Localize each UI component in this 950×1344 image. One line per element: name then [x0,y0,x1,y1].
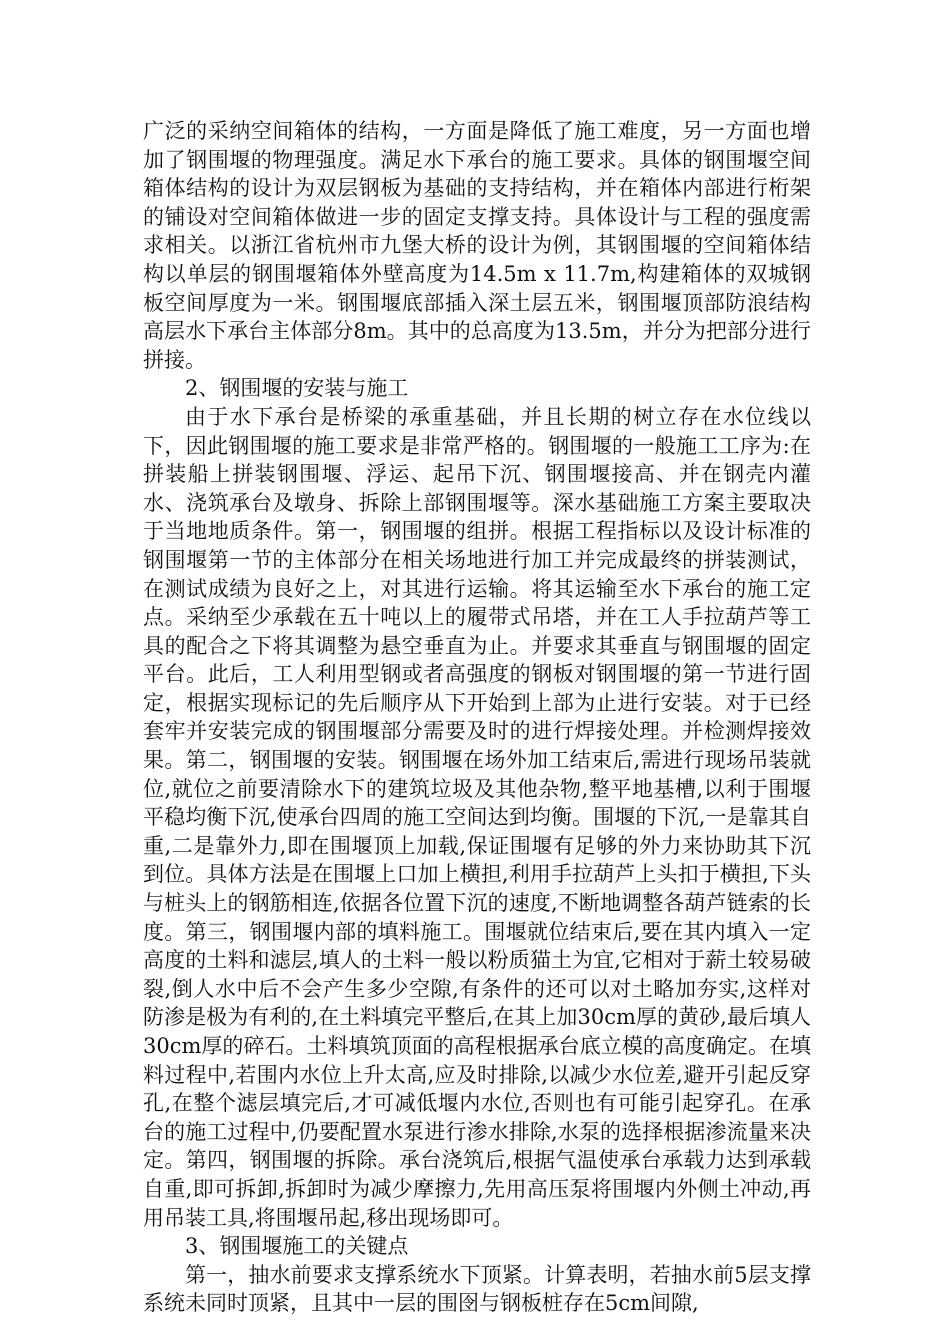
paragraph-body: 第一，抽水前要求支撑系统水下顶紧。计算表明，若抽水前5层支撑系统未同时顶紧，且其中一层的围囹与钢板桩存在5cm间隙, [143,1262,811,1316]
document-body [143,117,811,1318]
paragraph-body: 由于水下承台是桥梁的承重基础，并且长期的树立存在水位线以下，因此钢围堰的施工要求是非常严格的。钢围堰的一般施工工序为:在拼装船上拼装钢围堰、浮运、起吊下沉、钢围堰接高、并在钢壳内灌水、浇筑承台及墩身、拆除上部钢围堰等。深水基础施工方案主要取决于当地地质条件。第一，钢围堰的组拼。根据工程指标以及设计标准的钢围堰第一节的主体部分在相关场地进行加工并完成最终的拼装测试，在测试成绩为良好之上，对其进行运输。将其运输至水下承台的施工定点。采纳至少承载在五十吨以上的履带式吊塔，并在工人手拉葫芦等工具的配合之下将其调整为悬空垂直为止。并要求其垂直与钢围堰的固定平台。此后，工人利用型钢或者高强度的钢板对钢围堰的第一节进行固定，根据实现标记的先后顺序从下开始到上部为止进行安装。对于已经套牢并安装完成的钢围堰部分需要及时的进行焊接处理。并检测焊接效果。第二，钢围堰的安装。钢围堰在场外加工结束后,需进行现场吊装就位,就位之前要清除水下的建筑垃圾及其他杂物,整平地基槽,以利于围堰平稳均衡下沉,使承台四周的施工空间达到均衡。围堰的下沉,一是靠其自重,二是靠外力,即在围堰顶上加载,保证围堰有足够的外力来协助其下沉到位。具体方法是在围堰上口加上横担,利用手拉葫芦上头扣于横担,下头与桩头上的钢筋相连,依据各位置下沉的速度,不断地调整各葫芦链索的长度。第三，钢围堰内部的填料施工。围堰就位结束后,要在其内填入一定高度的土料和滤层,填人的土料一般以粉质猫土为宜,它相对于薪土较易破裂,倒人水中后不会产生多少空隙,有条件的还可以对土略加夯实,这样对防渗是极为有利的,在土料填完平整后,在其上加30cm厚的黄砂,最后填人30cm厚的碎石。土料填筑顶面的高程根据承台底立模的高度确定。在填料过程中,若围内水位上升太高,应及时排除,以减少水位差,避开引起反穿孔,在整个滤层填完后,才可减低堰内水位,否则也有可能引起穿孔。在承台的施工过程中,仍要配置水泵进行渗水排除,水泵的选择根据渗流量来决定。第四，钢围堰的拆除。承台浇筑后,根据气温使承台承载力达到承载自重,即可拆卸,拆卸时为减少摩擦力,先用高压泵将围堰内外侧土冲动,再用吊装工具,将围堰吊起,移出现场即可。 [143,404,811,1230]
paragraph-continuation: 广泛的采纳空间箱体的结构，一方面是降低了施工难度，另一方面也增加了钢围堰的物理强度。满足水下承台的施工要求。具体的钢围堰空间箱体结构的设计为双层钢板为基础的支持结构，并在箱体内部进行桁架的铺设对空间箱体做进一步的固定支撑支持。具体设计与工程的强度需求相关。以浙江省杭州市九堡大桥的设计为例，其钢围堰的空间箱体结构以单层的钢围堰箱体外壁高度为14.5m x 11.7m,构建箱体的双城钢板空间厚度为一米。钢围堰底部插入深土层五米，钢围堰顶部防浪结构高层水下承台主体部分8m。其中的总高度为13.5m，并分为把部分进行拼接。 [143,119,811,372]
section-heading-3: 3、钢围堰施工的关键点 [185,1234,409,1259]
section-heading-2: 2、钢围堰的安装与施工 [185,376,409,401]
